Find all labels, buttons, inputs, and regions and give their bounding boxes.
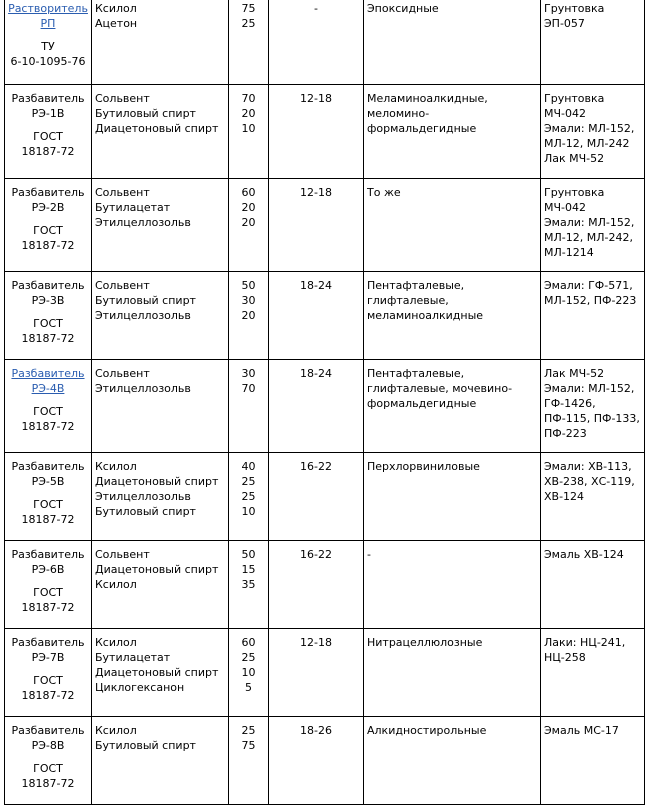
solvent-name[interactable] (5, 0, 91, 69)
component-percent: 20 (241, 201, 256, 214)
product-line: МЧ-042 (544, 201, 586, 214)
component-name: Сольвент (95, 279, 150, 292)
components-cell (92, 629, 229, 717)
component-name: Бутиловый спирт (95, 294, 196, 307)
standard-line: ГОСТ (33, 498, 63, 511)
table-row (5, 717, 645, 805)
product-line: МЧ-042 (544, 107, 586, 120)
spacer (5, 753, 91, 761)
percent-cell (229, 179, 269, 272)
component-name: Этилцеллозольв (95, 490, 191, 503)
component-name: Бутилацетат (95, 201, 171, 214)
solvent-name-line: РЭ-2В (31, 201, 65, 214)
component-percent: 20 (241, 309, 256, 322)
component-percent: 30 (241, 367, 256, 380)
table-row (5, 272, 645, 360)
standard-line: ГОСТ (33, 762, 63, 775)
component-percent: 5 (245, 681, 252, 694)
materials-cell (364, 629, 541, 717)
solvent-name (5, 179, 91, 253)
temperature-cell (269, 179, 364, 272)
component-name: Ксилол (95, 2, 137, 15)
table-row (5, 541, 645, 629)
standard-line: 18187-72 (21, 239, 75, 252)
component-name: Сольвент (95, 548, 150, 561)
component-name: Сольвент (95, 92, 150, 105)
standard-line: ГОСТ (33, 586, 63, 599)
solvent-name-link[interactable]: Разбавитель (11, 367, 85, 380)
products-cell (541, 179, 645, 272)
spacer (5, 121, 91, 129)
percent-cell (229, 272, 269, 360)
spacer (5, 489, 91, 497)
table-row (5, 0, 645, 85)
product-line: Эмали: МЛ-152, (544, 382, 635, 395)
temperature-range: 12-18 (300, 92, 332, 105)
standard-line: ГОСТ (33, 317, 63, 330)
material-line: Пентафталевые, (367, 367, 465, 380)
product-line: Эмали: ГФ-571, (544, 279, 633, 292)
product-line: ХВ-124 (544, 490, 585, 503)
component-name: Ксилол (95, 724, 137, 737)
product-line: Эмали: ХВ-113, (544, 460, 632, 473)
component-name: Этилцеллозольв (95, 382, 191, 395)
component-name: Сольвент (95, 367, 150, 380)
solvent-name-line: РЭ-6В (31, 563, 65, 576)
components-cell (92, 453, 229, 541)
solvent-name-line: Разбавитель (11, 724, 85, 737)
solvent-name-line: Разбавитель (11, 548, 85, 561)
component-name: Диацетоновый спирт (95, 122, 219, 135)
solvent-name (5, 541, 91, 615)
component-percent: 50 (241, 548, 256, 561)
spacer (5, 577, 91, 585)
standard-line: ТУ (41, 40, 55, 53)
temperature-range: 16-22 (300, 460, 332, 473)
product-line: НЦ-258 (544, 651, 586, 664)
percent-cell (229, 541, 269, 629)
component-name: Ксилол (95, 460, 137, 473)
product-line: ЭП-057 (544, 17, 585, 30)
percent-cell (229, 85, 269, 179)
product-line: МЛ-12, МЛ-242, (544, 231, 633, 244)
materials-cell (364, 717, 541, 805)
solvent-name-cell (5, 629, 92, 717)
product-line: Эмаль ХВ-124 (544, 548, 624, 561)
component-name: Диацетоновый спирт (95, 563, 219, 576)
products-cell (541, 629, 645, 717)
temperature-cell (269, 541, 364, 629)
temperature-range: - (314, 2, 318, 15)
percent-cell (229, 717, 269, 805)
percent-cell (229, 0, 269, 85)
component-name: Сольвент (95, 186, 150, 199)
materials-cell (364, 0, 541, 85)
table-row (5, 629, 645, 717)
solvent-name-line: РЭ-8В (31, 739, 65, 752)
product-line: Грунтовка (544, 92, 605, 105)
spacer (5, 396, 91, 404)
spacer (5, 31, 91, 39)
product-line: Грунтовка (544, 2, 605, 15)
material-line: Нитрацеллюлозные (367, 636, 483, 649)
product-line: Лак МЧ-52 (544, 367, 605, 380)
component-percent: 35 (241, 578, 256, 591)
product-line: Эмаль МС-17 (544, 724, 619, 737)
products-cell (541, 85, 645, 179)
solvent-name-cell (5, 179, 92, 272)
solvent-name (5, 272, 91, 346)
component-name: Ксилол (95, 578, 137, 591)
product-line: Эмали: МЛ-152, (544, 122, 635, 135)
component-name: Бутиловый спирт (95, 505, 196, 518)
product-line: Эмали: МЛ-152, (544, 216, 635, 229)
standard-line: ГОСТ (33, 130, 63, 143)
solvents-table (4, 0, 645, 805)
component-name: Ксилол (95, 636, 137, 649)
standard-line: 18187-72 (21, 513, 75, 526)
solvent-name-cell (5, 85, 92, 179)
products-cell (541, 541, 645, 629)
standard-line: 18187-72 (21, 420, 75, 433)
product-line: ГФ-1426, (544, 397, 596, 410)
material-line: Алкидностирольные (367, 724, 487, 737)
material-line: глифталевые, мочевино- (367, 382, 513, 395)
materials-cell (364, 453, 541, 541)
solvent-name-line: Разбавитель (11, 279, 85, 292)
spacer (5, 308, 91, 316)
spacer (5, 665, 91, 673)
components-cell (92, 360, 229, 453)
material-line: Перхлорвиниловые (367, 460, 480, 473)
component-percent: 60 (241, 636, 256, 649)
solvent-name-link[interactable]: Растворитель (8, 2, 88, 15)
temperature-range: 12-18 (300, 186, 332, 199)
product-line: Лак МЧ-52 (544, 152, 605, 165)
component-name: Этилцеллозольв (95, 309, 191, 322)
component-percent: 25 (241, 475, 256, 488)
component-name: Бутилацетат (95, 651, 171, 664)
standard-line: 18187-72 (21, 601, 75, 614)
component-percent: 10 (241, 666, 256, 679)
component-percent: 75 (241, 739, 256, 752)
product-line: ПФ-115, ПФ-133, (544, 412, 640, 425)
components-cell (92, 541, 229, 629)
component-percent: 10 (241, 505, 256, 518)
temperature-cell (269, 717, 364, 805)
product-line: МЛ-1214 (544, 246, 594, 259)
spacer (5, 215, 91, 223)
components-cell (92, 85, 229, 179)
component-percent: 30 (241, 294, 256, 307)
solvent-name-line: Разбавитель (11, 92, 85, 105)
materials-cell (364, 85, 541, 179)
solvent-name-link[interactable]: РЭ-4В (31, 382, 65, 395)
component-percent: 40 (241, 460, 256, 473)
standard-line: 18187-72 (21, 332, 75, 345)
solvent-name-cell (5, 272, 92, 360)
temperature-range: 12-18 (300, 636, 332, 649)
solvent-name-cell (5, 541, 92, 629)
component-percent: 50 (241, 279, 256, 292)
component-percent: 25 (241, 724, 256, 737)
solvent-name[interactable] (5, 360, 91, 434)
material-line: Эпоксидные (367, 2, 439, 15)
solvent-name (5, 85, 91, 159)
component-name: Этилцеллозольв (95, 216, 191, 229)
component-percent: 70 (241, 92, 256, 105)
products-cell (541, 272, 645, 360)
standard-line: 6-10-1095-76 (10, 55, 86, 68)
components-cell (92, 179, 229, 272)
product-line: МЛ-12, МЛ-242 (544, 137, 630, 150)
standard-line: 18187-72 (21, 689, 75, 702)
solvent-name-cell (5, 453, 92, 541)
component-percent: 60 (241, 186, 256, 199)
components-cell (92, 717, 229, 805)
component-percent: 25 (241, 17, 256, 30)
solvent-name (5, 717, 91, 791)
standard-line: 18187-72 (21, 145, 75, 158)
solvent-name-line: Разбавитель (11, 186, 85, 199)
solvent-name-cell (5, 0, 92, 85)
materials-cell (364, 360, 541, 453)
solvent-name-cell (5, 717, 92, 805)
temperature-cell (269, 272, 364, 360)
materials-cell (364, 541, 541, 629)
component-percent: 20 (241, 216, 256, 229)
product-line: МЛ-152, ПФ-223 (544, 294, 637, 307)
product-line: Лаки: НЦ-241, (544, 636, 626, 649)
percent-cell (229, 629, 269, 717)
material-line: меломино- (367, 107, 430, 120)
percent-cell (229, 360, 269, 453)
products-cell (541, 453, 645, 541)
table-row (5, 360, 645, 453)
temperature-cell (269, 453, 364, 541)
solvent-name-line: РЭ-3В (31, 294, 65, 307)
temperature-cell (269, 629, 364, 717)
component-name: Ацетон (95, 17, 138, 30)
component-percent: 15 (241, 563, 256, 576)
material-line: глифталевые, (367, 294, 449, 307)
components-cell (92, 0, 229, 85)
product-line: ПФ-223 (544, 427, 587, 440)
component-percent: 25 (241, 651, 256, 664)
solvent-name (5, 453, 91, 527)
component-percent: 20 (241, 107, 256, 120)
solvent-name-cell (5, 360, 92, 453)
temperature-cell (269, 85, 364, 179)
component-name: Диацетоновый спирт (95, 475, 219, 488)
component-percent: 10 (241, 122, 256, 135)
material-line: - (367, 548, 371, 561)
product-line: ХВ-238, ХС-119, (544, 475, 635, 488)
material-line: формальдегидные (367, 122, 477, 135)
temperature-range: 16-22 (300, 548, 332, 561)
component-name: Диацетоновый спирт (95, 666, 219, 679)
material-line: То же (367, 186, 401, 199)
temperature-cell (269, 360, 364, 453)
temperature-range: 18-26 (300, 724, 332, 737)
temperature-cell (269, 0, 364, 85)
standard-line: 18187-72 (21, 777, 75, 790)
component-percent: 75 (241, 2, 256, 15)
temperature-range: 18-24 (300, 279, 332, 292)
material-line: меламиноалкидные (367, 309, 484, 322)
solvent-name-line: Разбавитель (11, 460, 85, 473)
component-percent: 70 (241, 382, 256, 395)
product-line: Грунтовка (544, 186, 605, 199)
component-name: Бутиловый спирт (95, 739, 196, 752)
standard-line: ГОСТ (33, 405, 63, 418)
materials-cell (364, 272, 541, 360)
table-row (5, 453, 645, 541)
component-percent: 25 (241, 490, 256, 503)
products-cell (541, 0, 645, 85)
table-row (5, 179, 645, 272)
component-name: Циклогексанон (95, 681, 185, 694)
products-cell (541, 360, 645, 453)
solvent-name-line: РЭ-5В (31, 475, 65, 488)
material-line: Меламиноалкидные, (367, 92, 488, 105)
products-cell (541, 717, 645, 805)
solvent-name-line: Разбавитель (11, 636, 85, 649)
standard-line: ГОСТ (33, 224, 63, 237)
solvent-name-line: РЭ-1В (31, 107, 65, 120)
temperature-range: 18-24 (300, 367, 332, 380)
solvent-name (5, 629, 91, 703)
component-name: Бутиловый спирт (95, 107, 196, 120)
solvent-name-link[interactable]: РП (40, 17, 56, 30)
components-cell (92, 272, 229, 360)
table-row (5, 85, 645, 179)
materials-cell (364, 179, 541, 272)
standard-line: ГОСТ (33, 674, 63, 687)
solvents-table-body (5, 0, 645, 805)
material-line: Пентафталевые, (367, 279, 465, 292)
solvent-name-line: РЭ-7В (31, 651, 65, 664)
material-line: формальдегидные (367, 397, 477, 410)
percent-cell (229, 453, 269, 541)
